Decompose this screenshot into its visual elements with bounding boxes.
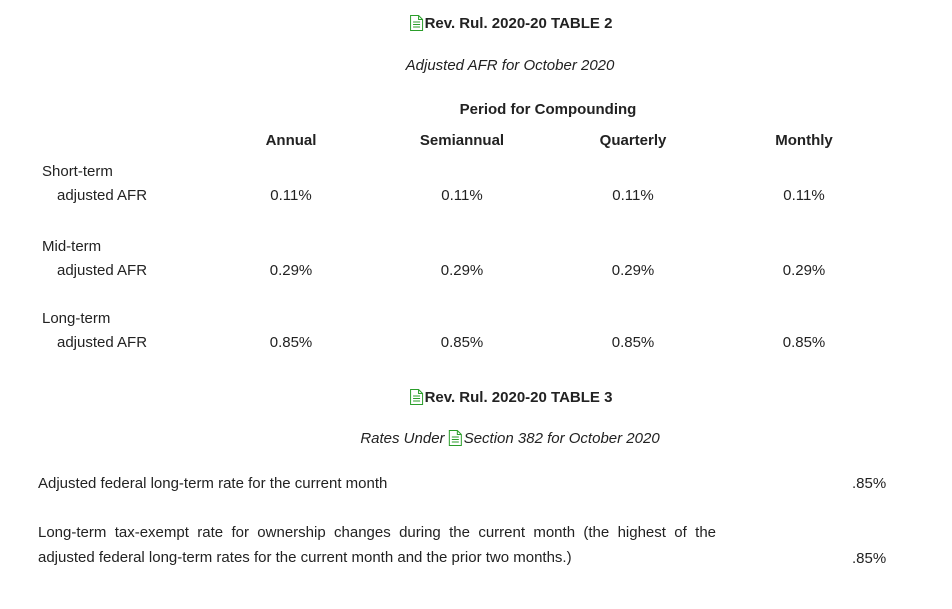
cell-mid-monthly: 0.29% bbox=[782, 262, 826, 279]
cell-mid-annual: 0.29% bbox=[269, 262, 313, 279]
cell-short-semiannual: 0.11% bbox=[441, 187, 483, 204]
cell-mid-quarterly: 0.29% bbox=[611, 262, 655, 279]
column-header-semiannual: Semiannual bbox=[419, 132, 505, 149]
row-label-long: adjusted AFR bbox=[57, 334, 148, 351]
document-link-icon[interactable] bbox=[410, 15, 424, 31]
table3-title bbox=[410, 389, 613, 406]
item-adjusted-federal-rate-text: Adjusted federal long-term rate for the current month bbox=[38, 475, 388, 492]
table3-title-text[interactable]: Rev. Rul. 2020-20 TABLE 3 bbox=[424, 389, 613, 406]
table2-subtitle: Adjusted AFR for October 2020 bbox=[405, 57, 615, 74]
table2-title-text[interactable]: Rev. Rul. 2020-20 TABLE 2 bbox=[424, 15, 613, 32]
cell-long-semiannual: 0.85% bbox=[440, 334, 484, 351]
cell-short-annual: 0.11% bbox=[270, 187, 312, 204]
cell-long-monthly: 0.85% bbox=[782, 334, 826, 351]
item-tax-exempt-line2: adjusted federal long-term rates for the current month and the prior two months.) bbox=[38, 549, 572, 566]
item-tax-exempt-line1: Long-term tax-exempt rate for ownership changes during the current month (the highest of the bbox=[38, 524, 716, 541]
period-header: Period for Compounding bbox=[459, 101, 637, 118]
table3-subtitle-prefix: Rates Under bbox=[360, 430, 449, 447]
table2-title bbox=[410, 15, 613, 32]
row-term-long: Long-term bbox=[42, 310, 111, 327]
row-label-mid: adjusted AFR bbox=[57, 262, 148, 279]
cell-short-monthly: 0.11% bbox=[783, 187, 825, 204]
cell-long-quarterly: 0.85% bbox=[611, 334, 655, 351]
column-header-quarterly: Quarterly bbox=[599, 132, 667, 149]
cell-mid-semiannual: 0.29% bbox=[440, 262, 484, 279]
row-term-short: Short-term bbox=[42, 163, 113, 180]
document-link-icon[interactable] bbox=[449, 430, 463, 446]
row-term-mid: Mid-term bbox=[42, 238, 102, 255]
row-label-short: adjusted AFR bbox=[57, 187, 148, 204]
section-382-link[interactable]: Section 382 for October 2020 bbox=[463, 430, 660, 447]
table3-subtitle bbox=[360, 430, 659, 447]
item-adjusted-federal-rate-value: .85% bbox=[852, 475, 887, 492]
cell-long-annual: 0.85% bbox=[269, 334, 313, 351]
cell-short-quarterly: 0.11% bbox=[612, 187, 654, 204]
document-link-icon[interactable] bbox=[410, 389, 424, 405]
item-tax-exempt-rate-value: .85% bbox=[852, 550, 887, 567]
column-header-monthly: Monthly bbox=[775, 132, 833, 149]
item-tax-exempt-rate-text bbox=[38, 520, 716, 570]
column-header-annual: Annual bbox=[265, 132, 317, 149]
